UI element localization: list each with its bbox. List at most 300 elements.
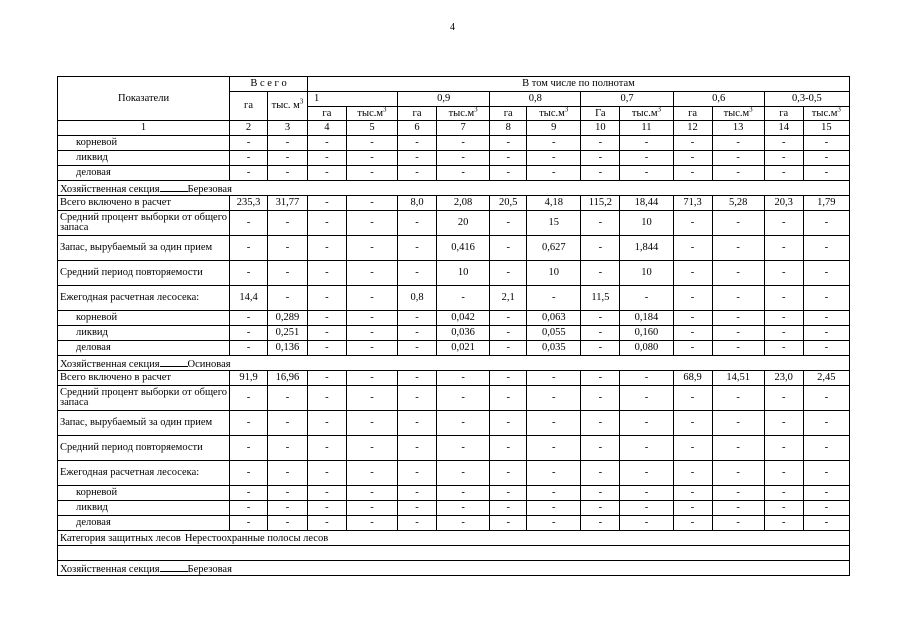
data-cell: - (527, 516, 581, 531)
data-cell: - (307, 436, 346, 461)
column-number: 5 (346, 121, 397, 136)
column-number: 7 (436, 121, 489, 136)
data-cell: - (803, 411, 849, 436)
data-cell: - (527, 371, 581, 386)
data-cell: - (803, 486, 849, 501)
data-cell: - (346, 326, 397, 341)
data-cell: 0,136 (267, 341, 307, 356)
data-cell: - (803, 311, 849, 326)
data-row (58, 261, 850, 286)
data-cell: - (230, 461, 268, 486)
data-cell: - (764, 461, 803, 486)
unit-ga-capital: Га (581, 107, 620, 121)
row-label: Средний процент выборки от общего запаса (58, 386, 230, 411)
data-cell: - (490, 136, 527, 151)
section-label: Хозяйственная секция (60, 358, 160, 370)
data-cell: - (307, 341, 346, 356)
data-cell: - (581, 326, 620, 341)
unit-ga: га (673, 107, 712, 121)
data-cell: - (346, 311, 397, 326)
data-cell: - (346, 486, 397, 501)
data-cell: - (267, 486, 307, 501)
data-cell: - (436, 151, 489, 166)
row-label: Ежегодная расчетная лесосека: (58, 461, 230, 486)
header-total-m3: тыс. $м^3$ (267, 92, 307, 121)
section-value: Березовая (187, 183, 232, 195)
data-cell: - (490, 411, 527, 436)
data-row (58, 436, 850, 461)
data-cell: - (764, 166, 803, 181)
data-cell: - (267, 411, 307, 436)
data-cell: - (230, 211, 268, 236)
data-cell: - (307, 136, 346, 151)
data-cell: 0,055 (527, 326, 581, 341)
row-label: корневой (58, 136, 230, 151)
data-cell: - (398, 151, 437, 166)
row-label: Ежегодная расчетная лесосека: (58, 286, 230, 311)
data-cell: - (490, 371, 527, 386)
data-cell: - (346, 236, 397, 261)
data-cell: - (267, 286, 307, 311)
row-label: Всего включено в расчет (58, 196, 230, 211)
data-cell: - (581, 486, 620, 501)
data-cell: 235,3 (230, 196, 268, 211)
data-cell: - (490, 461, 527, 486)
section-cell (58, 181, 850, 196)
row-label: ликвид (58, 501, 230, 516)
column-number: 13 (712, 121, 764, 136)
column-number: 6 (398, 121, 437, 136)
data-cell: 11,5 (581, 286, 620, 311)
data-cell: - (673, 211, 712, 236)
data-cell: - (581, 166, 620, 181)
blank-row (58, 546, 850, 561)
data-cell: - (803, 326, 849, 341)
data-cell: - (346, 501, 397, 516)
section-cell (58, 356, 850, 371)
data-row (58, 151, 850, 166)
data-cell: - (764, 516, 803, 531)
column-number: 3 (267, 121, 307, 136)
data-cell: - (673, 151, 712, 166)
data-cell: - (620, 151, 673, 166)
data-cell: - (673, 501, 712, 516)
data-cell: - (436, 486, 489, 501)
data-cell: - (620, 486, 673, 501)
data-cell: - (436, 461, 489, 486)
data-cell: - (490, 326, 527, 341)
row-label: корневой (58, 311, 230, 326)
data-row (58, 411, 850, 436)
data-cell: - (490, 486, 527, 501)
row-label: деловая (58, 341, 230, 356)
data-cell: - (436, 286, 489, 311)
data-cell: - (581, 461, 620, 486)
data-cell: - (230, 411, 268, 436)
data-cell: - (712, 236, 764, 261)
data-cell: - (307, 166, 346, 181)
data-cell: - (764, 151, 803, 166)
header-group-07: 0,7 (581, 92, 673, 107)
header-group-06: 0,6 (673, 92, 764, 107)
data-cell: - (267, 516, 307, 531)
header-total-ga: га (230, 92, 268, 121)
data-cell: - (764, 211, 803, 236)
data-cell: - (346, 461, 397, 486)
data-cell: - (803, 286, 849, 311)
column-numbers-row (58, 121, 850, 136)
data-row (58, 326, 850, 341)
data-row (58, 341, 850, 356)
page-number: 4 (450, 22, 455, 33)
data-cell: - (267, 211, 307, 236)
data-cell: - (803, 461, 849, 486)
data-cell: - (620, 166, 673, 181)
data-cell: - (230, 386, 268, 411)
data-cell: 0,036 (436, 326, 489, 341)
data-cell: - (764, 341, 803, 356)
data-cell: - (398, 436, 437, 461)
data-cell: - (581, 411, 620, 436)
data-cell: 14,51 (712, 371, 764, 386)
data-cell: - (436, 166, 489, 181)
data-cell: - (764, 411, 803, 436)
section-label: Хозяйственная секция (60, 563, 160, 575)
data-cell: - (398, 486, 437, 501)
data-cell: 71,3 (673, 196, 712, 211)
data-cell: - (398, 166, 437, 181)
data-cell: 5,28 (712, 196, 764, 211)
data-cell: - (527, 151, 581, 166)
data-cell: - (673, 286, 712, 311)
data-row (58, 311, 850, 326)
data-cell: 0,035 (527, 341, 581, 356)
data-cell: 0,184 (620, 311, 673, 326)
data-cell: - (307, 386, 346, 411)
data-cell: - (803, 211, 849, 236)
allowable-cut-table (57, 76, 850, 576)
data-cell: - (346, 166, 397, 181)
data-cell: - (803, 166, 849, 181)
data-cell: - (673, 486, 712, 501)
data-cell: - (230, 516, 268, 531)
unit-m3: $тыс.м^3$ (346, 107, 397, 121)
data-row (58, 516, 850, 531)
section-separator (160, 357, 188, 367)
header-group-03-05: 0,3-0,5 (764, 92, 849, 107)
data-cell: - (398, 261, 437, 286)
section-label: Хозяйственная секция (60, 183, 160, 195)
header-indicators: Показатели (58, 77, 230, 121)
data-cell: - (803, 341, 849, 356)
data-cell: 0,021 (436, 341, 489, 356)
unit-m3: $тыс.м^3$ (527, 107, 581, 121)
data-cell: - (581, 341, 620, 356)
data-cell: - (230, 151, 268, 166)
data-cell: 16,96 (267, 371, 307, 386)
header-group-08: 0,8 (490, 92, 581, 107)
data-cell: - (346, 386, 397, 411)
data-cell: - (712, 461, 764, 486)
data-cell: - (712, 501, 764, 516)
data-cell: - (764, 486, 803, 501)
data-cell: - (673, 261, 712, 286)
section-separator (160, 562, 188, 572)
data-cell: - (398, 211, 437, 236)
data-cell: - (267, 501, 307, 516)
data-cell: - (346, 516, 397, 531)
data-cell: - (764, 436, 803, 461)
data-cell: - (346, 341, 397, 356)
data-cell: 0,8 (398, 286, 437, 311)
data-row (58, 486, 850, 501)
data-cell: - (620, 436, 673, 461)
header-total: В с е г о (230, 77, 308, 92)
column-number: 4 (307, 121, 346, 136)
row-label: корневой (58, 486, 230, 501)
data-row (58, 211, 850, 236)
data-cell: - (398, 516, 437, 531)
data-cell: - (527, 166, 581, 181)
data-cell: - (764, 501, 803, 516)
section-label: Категория защитных лесов (60, 533, 181, 544)
data-cell: 20,3 (764, 196, 803, 211)
data-cell: - (581, 371, 620, 386)
data-cell: - (581, 211, 620, 236)
data-cell: - (712, 516, 764, 531)
data-cell: 14,4 (230, 286, 268, 311)
data-cell: - (346, 151, 397, 166)
data-cell: - (307, 501, 346, 516)
section-cell (58, 531, 850, 546)
data-cell: - (527, 136, 581, 151)
data-cell: - (398, 501, 437, 516)
data-cell: - (307, 196, 346, 211)
data-cell: 0,289 (267, 311, 307, 326)
column-number: 12 (673, 121, 712, 136)
data-cell: - (620, 516, 673, 531)
data-cell: - (581, 501, 620, 516)
data-cell: 0,251 (267, 326, 307, 341)
data-cell: 2,08 (436, 196, 489, 211)
data-cell: - (764, 386, 803, 411)
data-cell: 10 (620, 211, 673, 236)
row-label: Средний период повторяемости (58, 261, 230, 286)
data-cell: - (673, 326, 712, 341)
data-cell: - (398, 136, 437, 151)
unit-ga: га (307, 107, 346, 121)
section-separator (160, 182, 188, 192)
data-cell: - (436, 136, 489, 151)
data-cell: 23,0 (764, 371, 803, 386)
data-cell: - (490, 501, 527, 516)
data-cell: - (803, 151, 849, 166)
data-row (58, 386, 850, 411)
data-cell: - (346, 411, 397, 436)
data-cell: - (490, 151, 527, 166)
data-cell: 18,44 (620, 196, 673, 211)
data-cell: - (620, 371, 673, 386)
data-cell: - (803, 136, 849, 151)
data-cell: - (230, 311, 268, 326)
data-cell: - (581, 516, 620, 531)
data-cell: 20 (436, 211, 489, 236)
data-cell: - (712, 486, 764, 501)
data-cell: 0,063 (527, 311, 581, 326)
unit-ga: га (490, 107, 527, 121)
unit-m3: $тыс.м^3$ (712, 107, 764, 121)
section-value: Нерестоохранные полосы лесов (184, 533, 329, 544)
data-cell: - (673, 436, 712, 461)
data-cell: 2,45 (803, 371, 849, 386)
column-number: 10 (581, 121, 620, 136)
section-value: Осиновая (187, 358, 231, 370)
data-cell: - (527, 411, 581, 436)
data-cell: - (346, 211, 397, 236)
data-cell: - (581, 151, 620, 166)
data-cell: - (764, 136, 803, 151)
section-row (58, 181, 850, 196)
data-cell: - (267, 261, 307, 286)
data-cell: - (673, 386, 712, 411)
data-cell: - (230, 501, 268, 516)
data-cell: - (267, 136, 307, 151)
data-cell: - (712, 261, 764, 286)
data-cell: - (436, 436, 489, 461)
data-cell: - (673, 461, 712, 486)
data-cell: - (581, 236, 620, 261)
data-row (58, 196, 850, 211)
data-cell: - (490, 436, 527, 461)
column-number: 1 (58, 121, 230, 136)
data-cell: - (620, 411, 673, 436)
data-cell: 10 (527, 261, 581, 286)
row-label: деловая (58, 166, 230, 181)
data-cell: - (673, 411, 712, 436)
data-cell: - (346, 136, 397, 151)
data-cell: - (307, 311, 346, 326)
column-number: 2 (230, 121, 268, 136)
header-including: В том числе по полнотам (307, 77, 849, 92)
data-cell: - (527, 501, 581, 516)
data-cell: - (620, 286, 673, 311)
data-cell: - (346, 261, 397, 286)
data-cell: - (436, 386, 489, 411)
data-cell: - (267, 436, 307, 461)
data-cell: - (490, 386, 527, 411)
data-cell: 68,9 (673, 371, 712, 386)
data-cell: 115,2 (581, 196, 620, 211)
data-cell: - (307, 211, 346, 236)
data-cell: - (712, 411, 764, 436)
blank-cell (58, 546, 850, 561)
data-cell: - (398, 371, 437, 386)
data-cell: - (307, 411, 346, 436)
data-cell: - (764, 311, 803, 326)
data-cell: - (581, 436, 620, 461)
header-group-09: 0,9 (398, 92, 490, 107)
data-cell: - (346, 196, 397, 211)
data-cell: - (436, 516, 489, 531)
data-cell: - (398, 236, 437, 261)
data-cell: 15 (527, 211, 581, 236)
data-cell: - (527, 386, 581, 411)
data-cell: 4,18 (527, 196, 581, 211)
data-cell: - (230, 341, 268, 356)
data-cell: - (673, 236, 712, 261)
data-cell: - (673, 311, 712, 326)
data-cell: - (490, 166, 527, 181)
data-row (58, 501, 850, 516)
row-label: Запас, вырубаемый за один прием (58, 411, 230, 436)
data-cell: - (490, 236, 527, 261)
unit-m3: $тыс.м^3$ (436, 107, 489, 121)
data-row (58, 236, 850, 261)
data-cell: - (620, 386, 673, 411)
data-cell: 0,627 (527, 236, 581, 261)
data-cell: - (712, 151, 764, 166)
column-number: 9 (527, 121, 581, 136)
data-cell: - (527, 436, 581, 461)
data-cell: 31,77 (267, 196, 307, 211)
data-cell: - (307, 486, 346, 501)
data-cell: 91,9 (230, 371, 268, 386)
data-row (58, 461, 850, 486)
data-cell: - (230, 486, 268, 501)
data-cell: - (673, 516, 712, 531)
data-cell: 20,5 (490, 196, 527, 211)
unit-m3: $тыс.м^3$ (803, 107, 849, 121)
data-cell: - (490, 261, 527, 286)
data-cell: - (527, 286, 581, 311)
data-cell: - (346, 371, 397, 386)
section-row (58, 561, 850, 576)
data-cell: - (267, 151, 307, 166)
data-cell: - (803, 436, 849, 461)
header-group-1: 1 (307, 92, 397, 107)
data-cell: - (490, 311, 527, 326)
data-cell: 1,844 (620, 236, 673, 261)
data-cell: - (712, 436, 764, 461)
section-row (58, 531, 850, 546)
data-cell: - (803, 261, 849, 286)
data-cell: 8,0 (398, 196, 437, 211)
data-row (58, 136, 850, 151)
data-cell: - (712, 341, 764, 356)
data-cell: - (230, 326, 268, 341)
data-cell: - (398, 461, 437, 486)
data-cell: - (230, 436, 268, 461)
data-cell: - (764, 326, 803, 341)
data-cell: - (307, 151, 346, 166)
data-cell: - (267, 236, 307, 261)
data-cell: 10 (620, 261, 673, 286)
data-row (58, 286, 850, 311)
data-cell: - (803, 236, 849, 261)
data-cell: 0,042 (436, 311, 489, 326)
data-cell: - (346, 436, 397, 461)
data-cell: - (527, 461, 581, 486)
data-cell: - (398, 326, 437, 341)
section-row (58, 356, 850, 371)
data-cell: - (436, 501, 489, 516)
data-cell: - (620, 461, 673, 486)
data-cell: - (398, 411, 437, 436)
data-cell: - (803, 516, 849, 531)
data-cell: - (398, 386, 437, 411)
data-cell: - (673, 341, 712, 356)
data-cell: - (436, 371, 489, 386)
